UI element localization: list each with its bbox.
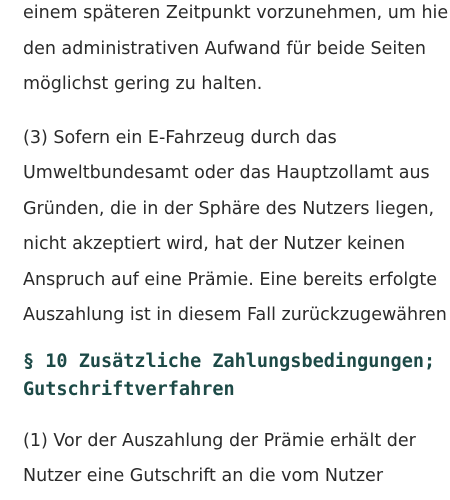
paragraph-intro-continuation xyxy=(23,0,450,103)
text-line: den administrativen Aufwand für beide Seiten xyxy=(23,38,426,59)
text-line: Auszahlung ist in diesem Fall zurückzugewähren xyxy=(23,305,447,325)
text-line: Umweltbundesamt oder das Hauptzollamt aus xyxy=(23,163,430,183)
text-line: Gründen, die in der Sphäre des Nutzers liegen, xyxy=(23,198,435,219)
text-line: möglichst gering zu halten. xyxy=(23,74,263,94)
heading-line: Gutschriftverfahren xyxy=(23,378,235,400)
text-line: (1) Vor der Auszahlung der Prämie erhält der xyxy=(23,430,416,451)
text-line: nicht akzeptiert wird, hat der Nutzer keinen xyxy=(23,234,406,254)
paragraph-3 xyxy=(23,121,450,334)
text-line: Nutzer eine Gutschrift an die vom Nutzer xyxy=(23,466,384,486)
paragraph-1 xyxy=(23,424,450,495)
section-heading-10 xyxy=(23,348,450,404)
text-line: einem späteren Zeitpunkt vorzunehmen, um hie xyxy=(23,3,449,23)
paragraph-gap xyxy=(23,103,450,121)
heading-line: § 10 Zusätzliche Zahlungsbedingungen; xyxy=(23,350,436,372)
text-line: Anspruch auf eine Prämie. Eine bereits erfolgte xyxy=(23,269,438,290)
document-body xyxy=(23,0,450,495)
text-line: (3) Sofern ein E-Fahrzeug durch das xyxy=(23,127,337,148)
